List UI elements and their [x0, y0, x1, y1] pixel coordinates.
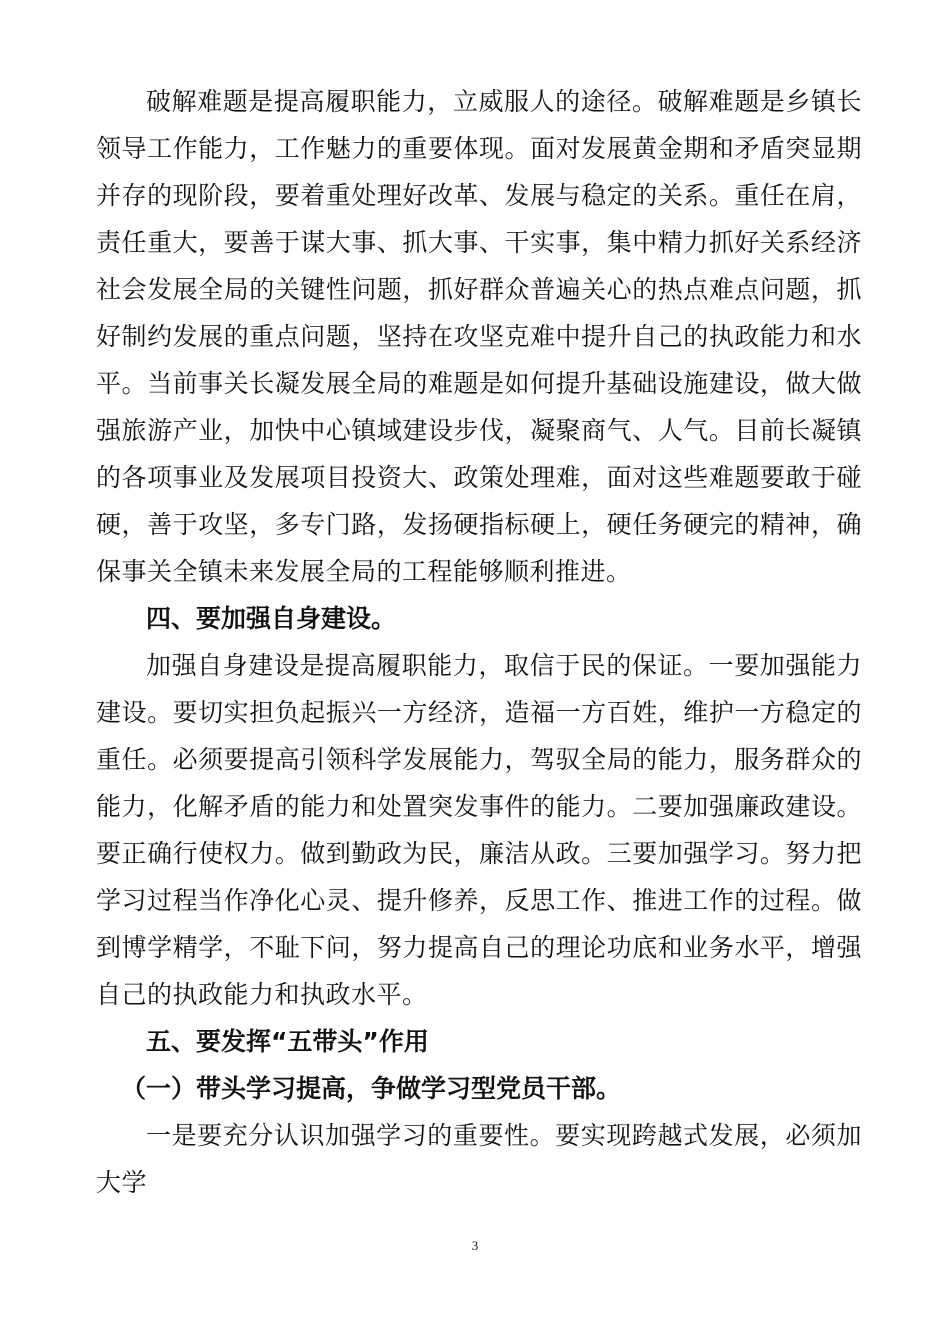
paragraph-learning-importance: 一是要充分认识加强学习的重要性。要实现跨越式发展，必须加大学 [96, 1121, 862, 1197]
subheading-lead-learning: （一）带头学习提高，争做学习型党员干部。 [121, 1074, 622, 1103]
page-number: 3 [471, 1238, 479, 1253]
paragraph-solving-problems: 破解难题是提高履职能力，立威服人的途径。破解难题是乡镇长领导工作能力，工作魅力的重要体现。面对发展黄金期和矛盾突显期并存的现阶段，要着重处理好改革、发展与稳定的关系。重任在肩，责任重大，要善于谋大事、抓大事、干实事，集中精力抓好关系经济社会发展全局的关键性问题，抓好群众普遍关心的热点难点问题，抓好制约发展的重点问题，坚持在攻坚克难中提升自己的执政能力和水平。当前事关长凝发展全局的难题是如何提升基础设施建设，做大做强旅游产业，加快中心镇域建设步伐，凝聚商气、人气。目前长凝镇的各项事业及发展项目投资大、政策处理难，面对这些难题要敢于碰硬，善于攻坚，多专门路，发扬硬指标硬上，硬任务硬完的精神，确保事关全镇未来发展全局的工程能够顺利推进。 [96, 87, 862, 586]
heading-self-building: 四、要加强自身建设。 [146, 604, 397, 633]
heading-five-leading-roles: 五、要发挥“五带头”作用 [146, 1027, 429, 1056]
document-body [96, 78, 862, 1206]
paragraph-self-building: 加强自身建设是提高履职能力，取信于民的保证。一要加强能力建设。要切实担负起振兴一方经济，造福一方百姓，维护一方稳定的重任。必须要提高引领科学发展能力，驾驭全局的能力，服务群众的能力，化解矛盾的能力和处置突发事件的能力。二要加强廉政建设。要正确行使权力。做到勤政为民，廉洁从政。三要加强学习。努力把学习过程当作净化心灵、提升修养，反思工作、推进工作的过程。做到博学精学，不耻下问，努力提高自己的理论功底和业务水平，增强自己的执政能力和执政水平。 [96, 651, 862, 1009]
